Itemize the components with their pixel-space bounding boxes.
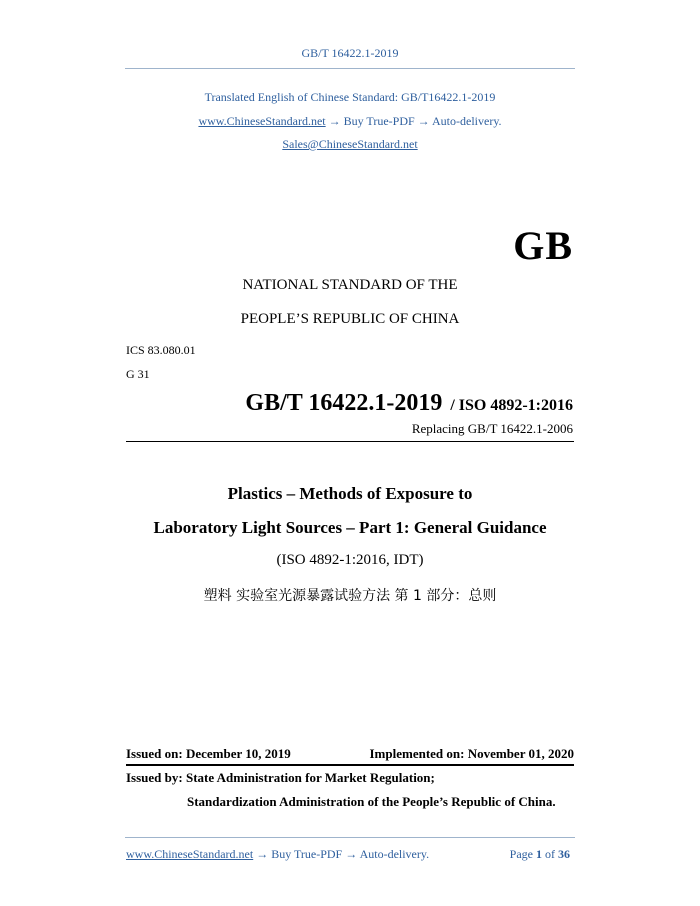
footer-purchase-text: → Buy True-PDF → Auto-delivery. xyxy=(253,847,430,861)
footer-divider xyxy=(125,837,575,838)
translation-note: Translated English of Chinese Standard: GB/T16422.1-2019 xyxy=(204,90,496,104)
running-header: GB/T 16422.1-2019 xyxy=(301,46,399,60)
email-link[interactable]: Sales@ChineseStandard.net xyxy=(282,137,418,151)
implemented-date: Implemented on: November 01, 2020 xyxy=(369,746,574,761)
issued-date: Issued on: December 10, 2019 xyxy=(126,746,291,761)
page-label: Page xyxy=(509,847,533,861)
footer-purchase xyxy=(126,847,429,862)
dates-divider xyxy=(126,764,574,766)
purchase-text: → Buy True-PDF → Auto-delivery. xyxy=(325,114,502,128)
header-divider xyxy=(125,68,575,69)
gb-number: GB/T 16422.1-2019 xyxy=(245,390,443,416)
national-standard-line2: PEOPLE’S REPUBLIC OF CHINA xyxy=(240,311,460,327)
title-line1: Plastics – Methods of Exposure to xyxy=(227,484,473,503)
footer-website-link[interactable]: www.ChineseStandard.net xyxy=(126,847,254,861)
title-line2: Laboratory Light Sources – Part 1: General Guidance xyxy=(153,518,547,537)
chinese-title: 塑料 实验室光源暴露试验方法 第 1 部分：总则 xyxy=(203,588,497,604)
page-total: 36 xyxy=(558,847,570,861)
page-indicator xyxy=(510,847,570,862)
page-of: of xyxy=(545,847,555,861)
classification-code: G 31 xyxy=(126,367,150,381)
gb-mark: GB xyxy=(513,223,573,268)
page-number: 1 xyxy=(536,847,542,861)
iso-equivalence: (ISO 4892-1:2016, IDT) xyxy=(276,552,424,568)
title-divider xyxy=(126,441,574,442)
email-line xyxy=(0,132,700,156)
purchase-line xyxy=(0,109,700,133)
issuer-line2: Standardization Administration of the People’s Republic of China. xyxy=(187,794,556,809)
national-standard-line1: NATIONAL STANDARD OF THE xyxy=(242,277,458,293)
standard-number xyxy=(245,390,573,417)
ics-code: ICS 83.080.01 xyxy=(126,343,196,357)
replacing-note: Replacing GB/T 16422.1-2006 xyxy=(411,421,573,436)
website-link[interactable]: www.ChineseStandard.net xyxy=(198,114,326,128)
issuer-line1: Issued by: State Administration for Market Regulation; xyxy=(126,770,435,785)
iso-number: / ISO 4892-1:2016 xyxy=(450,397,573,414)
